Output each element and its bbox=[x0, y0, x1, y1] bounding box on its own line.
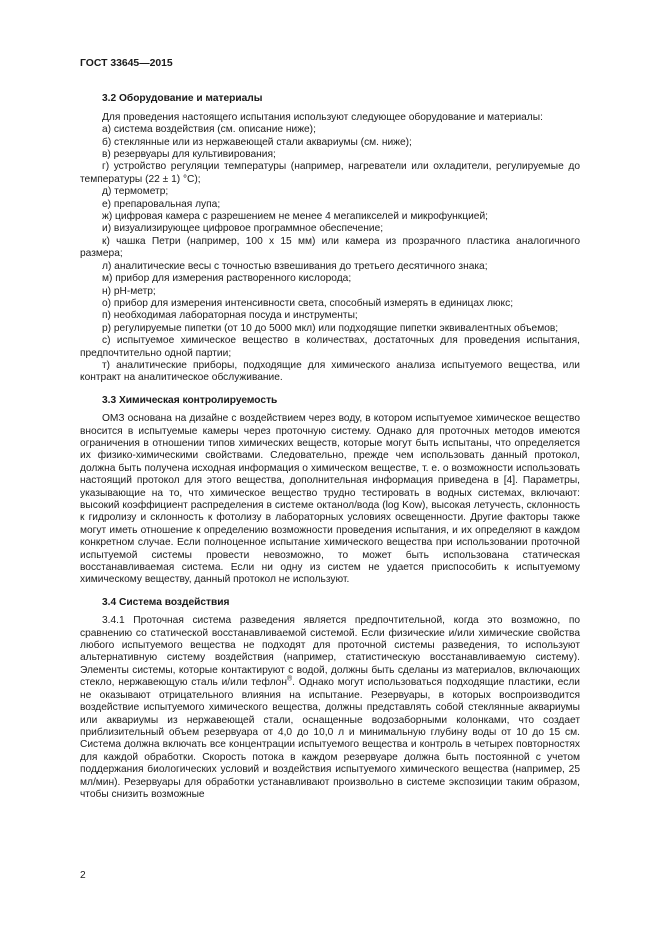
list-item: к) чашка Петри (например, 100 x 15 мм) или камера из прозрачного пластика аналогичного размера; bbox=[80, 235, 580, 260]
body-text-part: 3.4.1 Проточная система разведения является предпочтительной, когда это возможно, по сравнению со статической восстанавливаемой системой. Если физические и/или химические свойства любого испытуемого вещества не подходят для проточной системы разведения, то используют альтернативную систему воздействия (например, статистическую восстанавливаемую систему). Элементы системы, которые контактируют с водой, должны быть сделаны из материалов, включающих стекло, нержавеющую сталь и/или тефлон bbox=[80, 615, 580, 689]
list-item: о) прибор для измерения интенсивности света, способный измерять в единицах люкс; bbox=[102, 297, 514, 309]
list-item: а) система воздействия (см. описание ниже); bbox=[102, 124, 316, 136]
section-body: ОМЗ основана на дизайне с воздействием через воду, в котором испытуемое химическое вещество вносится в испытуемые камеры через проточную систему. Однако для проточных методов имеются ограничения в отношении типов химических веществ, которые могут быть испытаны, что определяется их физико-химическими свойствами. Следовательно, прежде чем использовать данный протокол, должна быть получена исходная информация о химическом веществе, т. е. о возможности использовать настоящий протокол для этого вещества, дополнительная информация приведена в [4]. Параметры, указывающие на то, что химическое вещество трудно тестировать в водных системах, включают: высокий коэффициент распределения в системе октанол/вода (log Kow), высокая летучесть, склонность к гидролизу и склонность к фотолизу в лабораторных условиях освещенности. Другие факторы также могут иметь отношение к определению возможности проведения испытания, и их определяют в каждом конкретном случае. Если полноценное испытание химического вещества при использовании проточной испытуемой системы провести невозможно, то может быть использована статическая восстанавливаемая система. Если ни одну из систем не удается приспособить к испытуемому химическому веществу, данный протокол не используют. bbox=[80, 413, 580, 586]
list-item: т) аналитические приборы, подходящие для химического анализа испытуемого вещества, или контракт на аналитическое обслуживание. bbox=[80, 359, 580, 384]
list-item: д) термометр; bbox=[102, 186, 169, 198]
equipment-list bbox=[80, 124, 580, 385]
section-intro: Для проведения настоящего испытания используют следующее оборудование и материалы: bbox=[102, 111, 543, 123]
section-heading: 3.2 Оборудование и материалы bbox=[102, 93, 263, 105]
list-item: б) стеклянные или из нержавеющей стали аквариумы (см. ниже); bbox=[102, 136, 412, 148]
page-number: 2 bbox=[80, 870, 86, 881]
section-heading: 3.4 Система воздействия bbox=[102, 596, 230, 608]
section-3-3 bbox=[80, 395, 580, 587]
section-3-2 bbox=[80, 93, 580, 384]
list-item: м) прибор для измерения растворенного кислорода; bbox=[102, 273, 352, 285]
list-item: е) препаровальная лупа; bbox=[102, 198, 221, 210]
list-item: н) рН-метр; bbox=[102, 285, 156, 297]
document-code: ГОСТ 33645—2015 bbox=[80, 58, 173, 69]
list-item: ж) цифровая камера с разрешением не менее 4 мегапикселей и микрофункцией; bbox=[102, 211, 488, 223]
document-page bbox=[80, 58, 580, 801]
list-item: с) испытуемое химическое вещество в количествах, достаточных для проведения испытания, предпочтительно одной партии; bbox=[80, 335, 580, 359]
registered-mark: ® bbox=[286, 675, 293, 683]
section-heading: 3.3 Химическая контролируемость bbox=[102, 394, 278, 406]
section-body bbox=[80, 615, 580, 801]
list-item: в) резервуары для культивирования; bbox=[102, 149, 276, 161]
list-item: г) устройство регуляции температуры (например, нагреватели или охладители, регулируемые до температуры (22 ± 1) °С); bbox=[80, 161, 580, 185]
list-item: р) регулируемые пипетки (от 10 до 5000 мкл) или подходящие пипетки эквивалентных объемов; bbox=[102, 322, 559, 334]
list-item: и) визуализирующее цифровое программное обеспечение; bbox=[102, 223, 384, 235]
list-item: л) аналитические весы с точностью взвешивания до третьего десятичного знака; bbox=[102, 260, 488, 272]
list-item: п) необходимая лабораторная посуда и инструменты; bbox=[102, 310, 358, 322]
body-text-part: . Однако могут использоваться подходящие пластики, если не оказывают отрицательного влияния на испытание. Резервуары, в которых воспроизводится воздействие испытуемого химического вещества, должны представлять собой стеклянные аквариумы или аквариумы из нержавеющей стали, оснащенные водозаборными колонками, что создает приблизительный объем резервуара от 4,0 до 10,0 л и минимальную глубину воды от 10 до 15 см. Система должна включать все концентрации испытуемого вещества и контроль в четырех повторностях для каждой обработки. Скорость потока в каждом резервуаре должна быть постоянной с учетом поддержания биологических условий и воздействия испытуемого химического вещества (например, 25 мл/мин). Резервуары для обработки устанавливают произвольно в системе экспозиции таким образом, чтобы снизить возможные bbox=[80, 677, 580, 800]
section-3-4 bbox=[80, 597, 580, 802]
